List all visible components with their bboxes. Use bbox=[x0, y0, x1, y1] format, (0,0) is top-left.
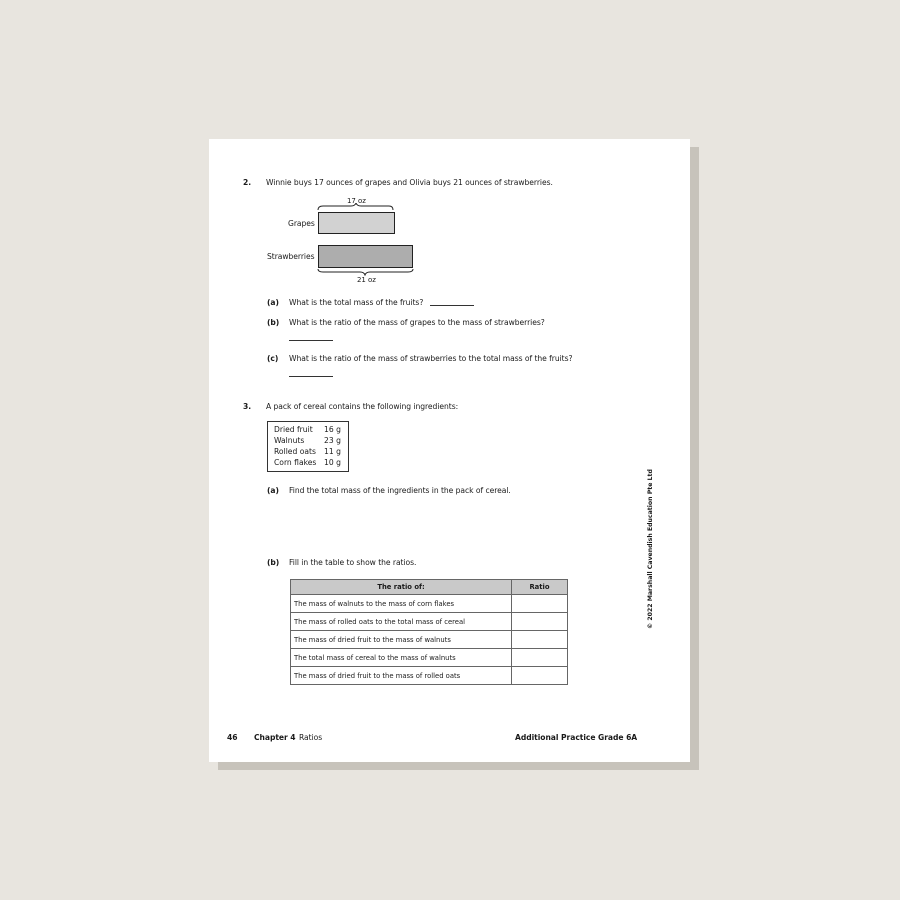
ingredient-name: Walnuts bbox=[274, 436, 305, 445]
q3-part-b-label: (b) bbox=[267, 558, 280, 567]
table-row bbox=[291, 631, 568, 649]
question-3-number: 3. bbox=[243, 402, 252, 411]
strawberries-total-label: 21 oz bbox=[357, 276, 376, 284]
strawberries-bar bbox=[318, 245, 413, 268]
q3-part-b-text: Fill in the table to show the ratios. bbox=[289, 558, 417, 567]
q2-part-b-answer-line[interactable] bbox=[289, 340, 333, 341]
ratio-table bbox=[290, 579, 568, 685]
column-header-ratio: Ratio bbox=[512, 580, 568, 595]
table-row bbox=[291, 667, 568, 685]
ingredients-box bbox=[267, 421, 349, 472]
q2-part-b-text: What is the ratio of the mass of grapes to the mass of strawberries? bbox=[289, 318, 545, 327]
grapes-total-label: 17 oz bbox=[347, 197, 366, 205]
ratio-description: The mass of rolled oats to the total mass of cereal bbox=[291, 613, 512, 631]
q2-part-c-text: What is the ratio of the mass of strawberries to the total mass of the fruits? bbox=[289, 354, 573, 363]
ratio-answer-cell[interactable] bbox=[512, 631, 568, 649]
ingredient-mass: 16 g bbox=[324, 425, 341, 434]
ratio-answer-cell[interactable] bbox=[512, 613, 568, 631]
worksheet-page bbox=[209, 139, 690, 762]
grapes-label: Grapes bbox=[288, 219, 315, 228]
grapes-bar bbox=[318, 212, 395, 234]
ratio-table-header bbox=[291, 580, 568, 595]
q2-part-b-label: (b) bbox=[267, 318, 280, 327]
ratio-description: The mass of dried fruit to the mass of rolled oats bbox=[291, 667, 512, 685]
q3-part-a-text: Find the total mass of the ingredients in the pack of cereal. bbox=[289, 486, 511, 495]
ratio-answer-cell[interactable] bbox=[512, 595, 568, 613]
q2-part-a-answer-line[interactable] bbox=[430, 305, 474, 306]
table-row bbox=[291, 595, 568, 613]
question-2-text: Winnie buys 17 ounces of grapes and Olivia buys 21 ounces of strawberries. bbox=[266, 178, 553, 187]
table-row bbox=[291, 649, 568, 667]
bottom-brace bbox=[317, 268, 415, 276]
top-brace bbox=[317, 203, 397, 211]
q2-part-c-answer-line[interactable] bbox=[289, 376, 333, 377]
ratio-description: The total mass of cereal to the mass of walnuts bbox=[291, 649, 512, 667]
footer-chapter: Chapter 4 bbox=[254, 733, 296, 742]
column-header-ratio-of: The ratio of: bbox=[291, 580, 512, 595]
q3-part-a-label: (a) bbox=[267, 486, 279, 495]
ratio-answer-cell[interactable] bbox=[512, 667, 568, 685]
copyright-notice: © 2022 Marshall Cavendish Education Pte Ltd bbox=[647, 469, 654, 629]
ingredient-name: Corn flakes bbox=[274, 458, 317, 467]
ingredient-mass: 11 g bbox=[324, 447, 341, 456]
ingredient-name: Rolled oats bbox=[274, 447, 316, 456]
ingredient-name: Dried fruit bbox=[274, 425, 313, 434]
question-3-text: A pack of cereal contains the following ingredients: bbox=[266, 402, 459, 411]
q2-part-a-text: What is the total mass of the fruits? bbox=[289, 298, 424, 307]
table-row bbox=[291, 613, 568, 631]
question-2-number: 2. bbox=[243, 178, 252, 187]
ingredient-mass: 23 g bbox=[324, 436, 341, 445]
footer-book-title: Additional Practice Grade 6A bbox=[515, 733, 638, 742]
q2-part-a-label: (a) bbox=[267, 298, 279, 307]
ingredient-mass: 10 g bbox=[324, 458, 341, 467]
ratio-answer-cell[interactable] bbox=[512, 649, 568, 667]
q2-part-c-label: (c) bbox=[267, 354, 279, 363]
ratio-description: The mass of walnuts to the mass of corn flakes bbox=[291, 595, 512, 613]
strawberries-label: Strawberries bbox=[267, 252, 315, 261]
footer-chapter-title: Ratios bbox=[299, 733, 323, 742]
ratio-description: The mass of dried fruit to the mass of walnuts bbox=[291, 631, 512, 649]
footer-page-number: 46 bbox=[227, 733, 238, 742]
